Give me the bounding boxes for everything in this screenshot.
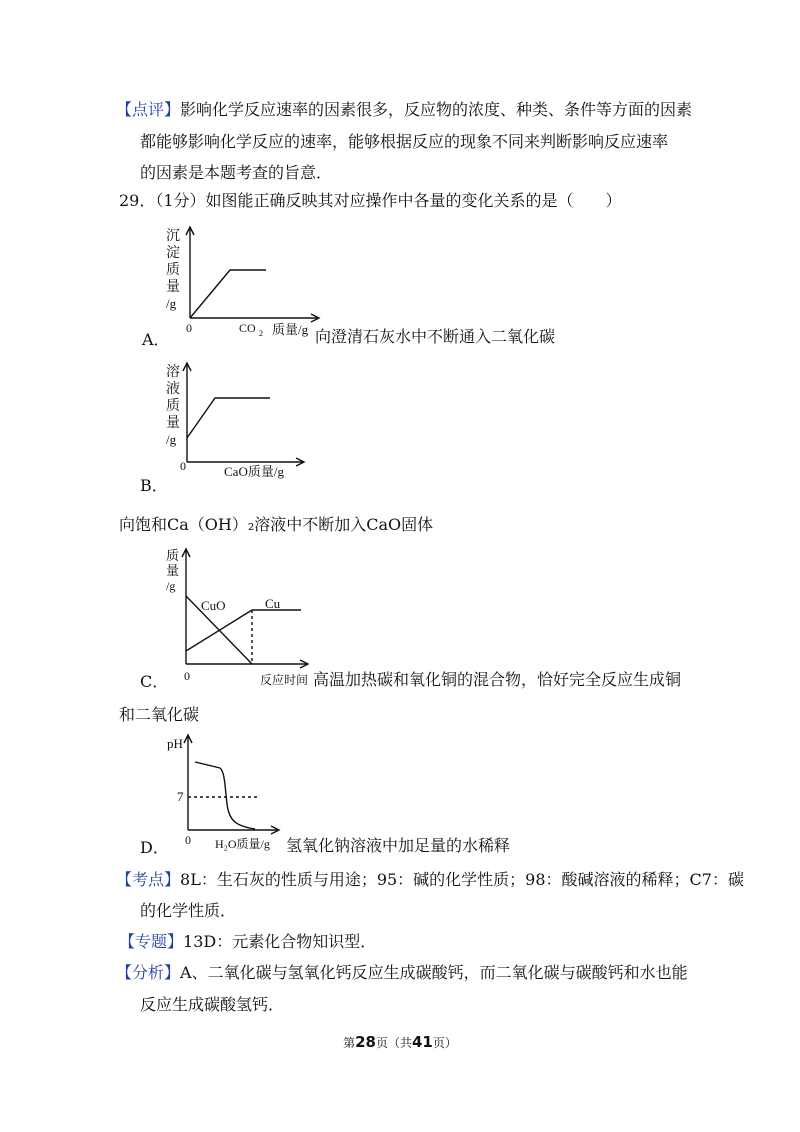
graph-a-ylabel-2: 淀 — [166, 246, 180, 261]
footer-page-number: 28 — [355, 1033, 376, 1051]
graph-c-xlabel: 反应时间 — [260, 673, 309, 687]
graph-a-ylabel-1: 沉 — [166, 229, 180, 244]
graph-c — [160, 544, 315, 690]
graph-a — [160, 222, 330, 342]
graph-c-series-cu: Cu — [265, 596, 281, 611]
graph-b-ylabel-2: 液 — [166, 382, 180, 397]
option-d-letter: D． — [140, 838, 169, 857]
option-c-desc-2: 和二氧化碳 — [119, 705, 200, 724]
option-b-letter: B． — [140, 476, 168, 495]
comment-tag: 【点评】 — [116, 100, 181, 119]
footer-total-pages: 41 — [412, 1033, 433, 1051]
comment-line-3: 的因素是本题考查的旨意． — [140, 163, 333, 182]
option-c-letter: C． — [140, 672, 169, 691]
comment-line-2: 都能够影响化学反应的速率，能够根据反应的现象不同来判断影响反应速率 — [140, 132, 669, 151]
graph-d-ylabel: pH — [167, 736, 183, 751]
graph-b-xlabel: CaO质量/g — [224, 464, 284, 479]
comment-line-1 — [116, 100, 692, 120]
graph-d-xlabel: H₂O质量/g — [215, 837, 270, 851]
zhuanti-text: 13D：元素化合物知识型． — [183, 932, 377, 951]
kaodian-line-1 — [116, 870, 744, 890]
zhuanti-tag: 【专题】 — [119, 932, 184, 951]
graph-c-ylabel-2: 量 — [166, 563, 180, 578]
kaodian-line-2: 的化学性质． — [140, 901, 237, 920]
graph-d-ymark-7: 7 — [177, 789, 184, 804]
graph-c-series-cuo: CuO — [201, 598, 226, 613]
option-a-desc: 向澄清石灰水中不断通入二氧化碳 — [315, 327, 556, 346]
option-b-desc: 向饱和Ca（OH）₂溶液中不断加入CaO固体 — [119, 515, 434, 534]
fenxi-line-2: 反应生成碳酸氢钙． — [140, 995, 285, 1014]
option-a-letter: A． — [142, 330, 170, 349]
graph-b-ylabel-3: 质 — [166, 399, 180, 414]
graph-c-ylabel-3: /g — [166, 579, 176, 593]
graph-a-xlabel-sub: 2 — [259, 329, 263, 338]
graph-c-origin: 0 — [184, 669, 190, 683]
footer-suffix: 页） — [432, 1036, 457, 1050]
graph-c-ylabel-1: 质 — [166, 548, 180, 563]
question-stem: 29．（1分）如图能正确反映其对应操作中各量的变化关系的是（ ） — [119, 191, 622, 210]
graph-b-ylabel-5: /g — [166, 432, 177, 447]
footer-mid: 页（共 — [375, 1036, 412, 1050]
graph-b-ylabel-1: 溶 — [166, 365, 180, 380]
graph-a-ylabel-5: /g — [166, 296, 177, 311]
graph-b-ylabel-4: 量 — [166, 416, 180, 431]
comment-text-1: 影响化学反应速率的因素很多，反应物的浓度、种类、条件等方面的因素 — [180, 100, 693, 119]
option-c-desc: 高温加热碳和氧化铜的混合物，恰好完全反应生成铜 — [313, 670, 682, 689]
kaodian-tag: 【考点】 — [116, 870, 181, 889]
kaodian-text-1: 8L：生石灰的性质与用途；95：碱的化学性质；98：酸碱溶液的稀释；C7：碳 — [180, 870, 744, 889]
graph-a-xlabel-unit: 质量/g — [272, 322, 309, 337]
zhuanti-line — [119, 932, 376, 952]
graph-a-origin: 0 — [186, 321, 192, 335]
graph-b-origin: 0 — [180, 459, 186, 473]
graph-b — [160, 358, 320, 480]
fenxi-tag: 【分析】 — [116, 963, 181, 982]
graph-a-ylabel-4: 量 — [166, 280, 180, 295]
graph-d — [165, 728, 295, 856]
fenxi-line-1 — [116, 963, 688, 983]
option-d-desc: 氢氧化钠溶液中加足量的水稀释 — [286, 836, 511, 855]
graph-a-ylabel-3: 质 — [166, 263, 180, 278]
footer-prefix: 第 — [343, 1036, 356, 1050]
graph-d-origin: 0 — [185, 833, 191, 847]
page-footer — [0, 1033, 800, 1051]
graph-a-xlabel-formula: CO — [239, 321, 256, 335]
fenxi-text-1: A、二氧化碳与氢氧化钙反应生成碳酸钙，而二氧化碳与碳酸钙和水也能 — [180, 963, 688, 982]
